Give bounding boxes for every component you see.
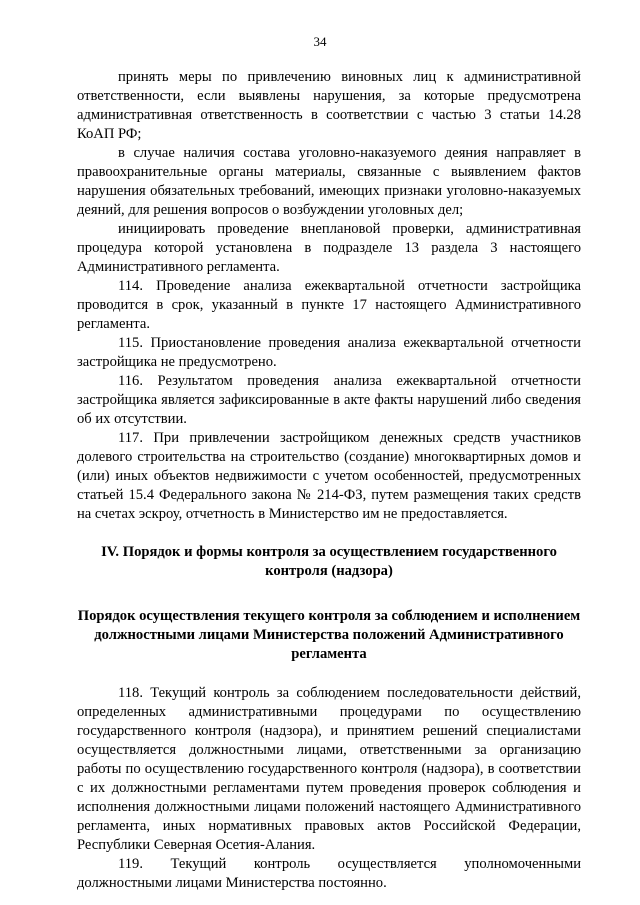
paragraph: принять меры по привлечению виновных лиц к административной ответственности, если выявлены нарушения, за которые предусмотрена административная ответственность в соответствии с частью 3 статьи 14.28 КоАП РФ; (77, 69, 581, 142)
paragraph: инициировать проведение внеплановой проверки, административная процедура которой установлена в подразделе 13 раздела 3 настоящего Административного регламента. (77, 221, 581, 275)
section-heading: IV. Порядок и формы контроля за осуществлением государственного контроля (надзора) (101, 544, 557, 579)
page-number: 34 (313, 34, 327, 49)
paragraph: в случае наличия состава уголовно-наказуемого деяния направляет в правоохранительные органы материалы, связанные с выявлением фактов нарушения обязательных требований, имеющих признаки уголовно-наказуемых деяний, для решения вопросов о возбуждении уголовных дел; (77, 145, 581, 218)
subsection-heading: Порядок осуществления текущего контроля за соблюдением и исполнением должностными лицами Министерства положений Административного регламента (77, 608, 581, 662)
paragraph-115: 115. Приостановление проведения анализа ежеквартальной отчетности застройщика не предусмотрено. (77, 335, 581, 370)
document-body (77, 68, 581, 893)
paragraph-119: 119. Текущий контроль осуществляется уполномоченными должностными лицами Министерства постоянно. (77, 856, 581, 891)
paragraph-114: 114. Проведение анализа ежеквартальной отчетности застройщика проводится в срок, указанный в пункте 17 настоящего Административного регламента. (77, 278, 581, 332)
paragraph-117: 117. При привлечении застройщиком денежных средств участников долевого строительства на строительство (создание) многоквартирных домов и (или) иных объектов недвижимости с учетом особенностей, предусмотренных статьей 15.4 Федерального закона № 214-ФЗ, путем размещения таких средств на счетах эскроу, отчетность в Министерство им не предоставляется. (77, 430, 581, 522)
paragraph-116: 116. Результатом проведения анализа ежеквартальной отчетности застройщика является зафиксированные в акте факты нарушений либо сведения об их отсутствии. (77, 373, 581, 427)
paragraph-118: 118. Текущий контроль за соблюдением последовательности действий, определенных административными процедурами по осуществлению государственного контроля (надзора), и принятием решений специалистами осуществляется должностными лицами, ответственными за организацию работы по осуществлению государственного контроля (надзора), в соответствии с их должностными регламентами путем проведения проверок соблюдения и исполнения должностными лицами положений настоящего Административного регламента, иных нормативных правовых актов Российской Федерации, Республики Северная Осетия-Алания. (77, 685, 581, 853)
